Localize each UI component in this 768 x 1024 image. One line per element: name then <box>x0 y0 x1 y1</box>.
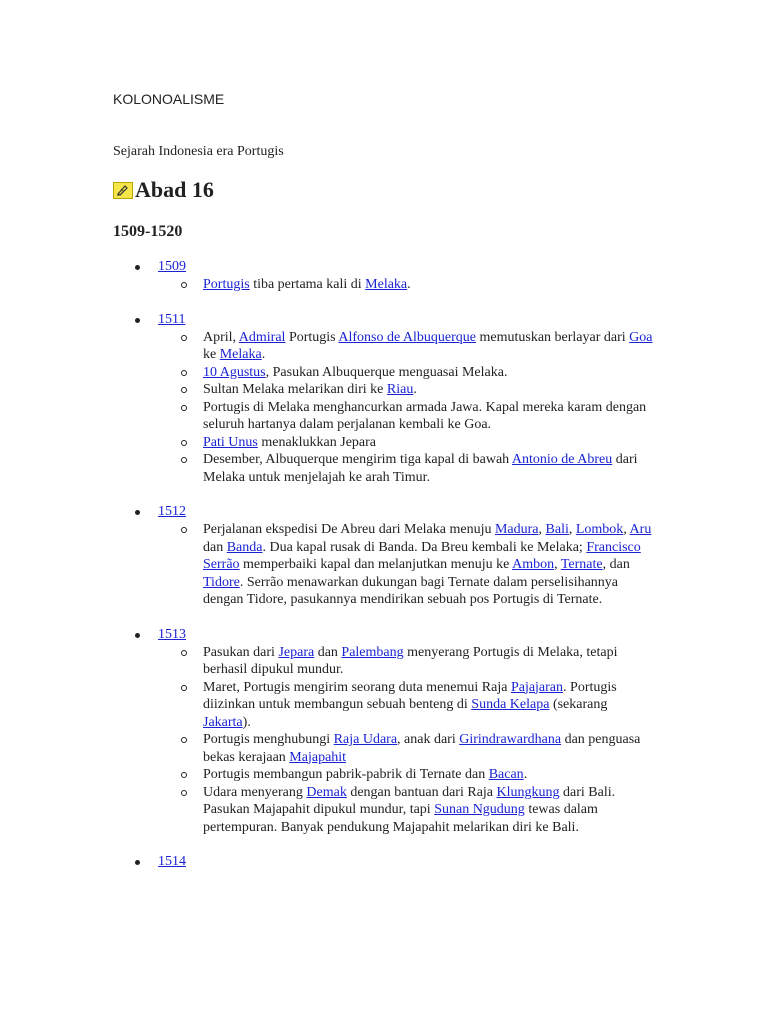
timeline-content <box>113 258 658 871</box>
event-text: (sekarang <box>549 697 608 712</box>
event-text: ). <box>242 714 251 730</box>
edit-pencil-icon[interactable] <box>113 182 133 199</box>
event-text: April, <box>203 329 239 345</box>
event-text: , <box>554 557 561 572</box>
range-heading: 1509-1520 <box>113 223 183 240</box>
wiki-link[interactable]: Girindrawardhana <box>459 732 562 747</box>
wiki-link[interactable]: Sunda Kelapa <box>471 697 550 712</box>
event-text: dengan bantuan dari Raja <box>346 784 497 800</box>
wiki-link[interactable]: Banda <box>226 539 263 555</box>
wiki-link[interactable]: Lombok <box>575 522 624 537</box>
wiki-link[interactable]: Pajajaran <box>510 679 564 695</box>
event-text: Sultan Melaka melarikan diri ke <box>203 382 387 397</box>
wiki-link[interactable]: Majapahit <box>289 749 347 765</box>
wiki-link[interactable]: Tidore <box>203 574 240 590</box>
event-text: Perjalanan ekspedisi De Abreu dari Melaka menuju <box>203 522 495 537</box>
event-item <box>203 644 658 679</box>
event-item <box>203 731 658 766</box>
wiki-link[interactable]: Palembang <box>341 644 404 660</box>
wiki-link[interactable]: Aru <box>629 522 652 537</box>
year-item <box>113 258 658 276</box>
event-text: . <box>523 767 528 782</box>
year-link[interactable]: 1511 <box>158 311 186 327</box>
event-text: Portugis <box>285 329 339 345</box>
event-text: dari Melaka untuk menjelajah ke arah Timur. <box>203 452 638 485</box>
wiki-link[interactable]: Demak <box>306 784 347 800</box>
event-text: dan <box>314 644 342 660</box>
event-item <box>203 364 658 382</box>
wiki-link[interactable]: Goa <box>629 329 653 345</box>
wiki-link[interactable]: Alfonso de Albuquerque <box>338 329 476 345</box>
year-link[interactable]: 1509 <box>158 259 186 274</box>
event-text: menaklukkan Jepara <box>257 434 377 450</box>
event-text: Portugis menghubungi <box>203 732 334 747</box>
event-item <box>203 766 658 784</box>
event-item <box>203 381 658 399</box>
wiki-link[interactable]: Jepara <box>278 644 315 660</box>
wiki-link[interactable]: Admiral <box>238 329 286 345</box>
event-item <box>203 399 658 434</box>
event-text: , <box>538 522 546 537</box>
wiki-link[interactable]: Portugis <box>203 277 250 292</box>
event-text: ke <box>203 347 220 362</box>
event-item <box>203 329 658 364</box>
event-text: tewas dalam pertempuran. Banyak pendukung Majapahit melarikan diri ke Bali. <box>203 802 598 835</box>
document-title: KOLONOALISME <box>113 91 225 107</box>
wiki-link[interactable]: Riau <box>386 382 414 397</box>
event-text: Udara menyerang <box>203 784 307 800</box>
event-item <box>203 434 658 452</box>
event-text: Portugis di Melaka menghancurkan armada Jawa. Kapal mereka karam dengan seluruh hartanya dalam perjalanan kembali ke Goa. <box>203 399 647 432</box>
wiki-link[interactable]: Melaka <box>365 277 408 292</box>
year-link[interactable]: 1512 <box>158 504 186 519</box>
wiki-link[interactable]: 10 Agustus <box>203 364 266 380</box>
event-text: dan <box>203 539 227 555</box>
event-text: Pasukan dari <box>203 644 279 660</box>
event-item <box>203 679 658 732</box>
event-list <box>113 644 658 837</box>
year-item <box>113 311 658 329</box>
event-text: Portugis membangun pabrik-pabrik di Ternate dan <box>203 767 489 782</box>
wiki-link[interactable]: Klungkung <box>496 784 560 800</box>
year-item <box>113 853 658 871</box>
event-text: , <box>623 522 630 537</box>
document-subtitle: Sejarah Indonesia era Portugis <box>113 144 284 159</box>
event-list <box>113 521 658 609</box>
event-text: . Serrão menawarkan dukungan bagi Ternate dalam perselisihannya dengan Tidore, pasukannya mendirikan sebuah pos Portugis di Ternate. <box>203 574 619 607</box>
wiki-link[interactable]: Francisco Serrão <box>203 539 641 572</box>
event-text: . Portugis diizinkan untuk membangun sebuah benteng di <box>203 679 617 712</box>
year-item <box>113 503 658 521</box>
wiki-link[interactable]: Pati Unus <box>203 434 258 450</box>
event-text: menyerang Portugis di Melaka, tetapi berhasil dipukul mundur. <box>203 644 618 677</box>
wiki-link[interactable]: Melaka <box>219 347 262 362</box>
event-text: Desember, Albuquerque mengirim tiga kapal di bawah <box>203 452 512 467</box>
event-text: . <box>413 382 417 397</box>
wiki-link[interactable]: Ternate <box>560 557 603 572</box>
year-link[interactable]: 1514 <box>158 854 186 869</box>
event-item <box>203 784 658 837</box>
event-text: . <box>407 277 411 292</box>
event-text: , <box>568 522 576 537</box>
event-text: , dan <box>602 557 630 572</box>
wiki-link[interactable]: Bacan <box>488 767 524 782</box>
event-item <box>203 521 658 609</box>
wiki-link[interactable]: Ambon <box>512 557 555 572</box>
wiki-link[interactable]: Jakarta <box>203 714 243 730</box>
section-heading-text: Abad 16 <box>135 177 214 202</box>
event-item <box>203 451 658 486</box>
year-link[interactable]: 1513 <box>158 626 186 642</box>
event-item <box>203 276 658 294</box>
event-text: dan penguasa bekas kerajaan <box>203 732 641 765</box>
wiki-link[interactable]: Bali <box>545 522 569 537</box>
event-text: tiba pertama kali di <box>249 277 366 292</box>
event-text: memutuskan berlayar dari <box>476 329 630 345</box>
wiki-link[interactable]: Antonio de Abreu <box>511 452 613 467</box>
section-heading <box>113 177 214 203</box>
event-list <box>113 276 658 294</box>
event-text: , anak dari <box>397 732 460 747</box>
event-text: dari Bali. Pasukan Majapahit dipukul mundur, tapi <box>203 784 616 817</box>
year-item <box>113 626 658 644</box>
event-list <box>113 329 658 487</box>
event-text: . Dua kapal rusak di Banda. Da Breu kembali ke Melaka; <box>262 539 587 555</box>
event-text: , Pasukan Albuquerque menguasai Melaka. <box>265 364 508 380</box>
event-text: . <box>261 347 266 362</box>
wiki-link[interactable]: Raja Udara <box>333 732 398 747</box>
wiki-link[interactable]: Madura <box>494 522 539 537</box>
event-text: memperbaiki kapal dan melanjutkan menuju ke <box>239 557 513 572</box>
event-text: Maret, Portugis mengirim seorang duta menemui Raja <box>203 679 511 695</box>
wiki-link[interactable]: Sunan Ngudung <box>434 802 525 817</box>
